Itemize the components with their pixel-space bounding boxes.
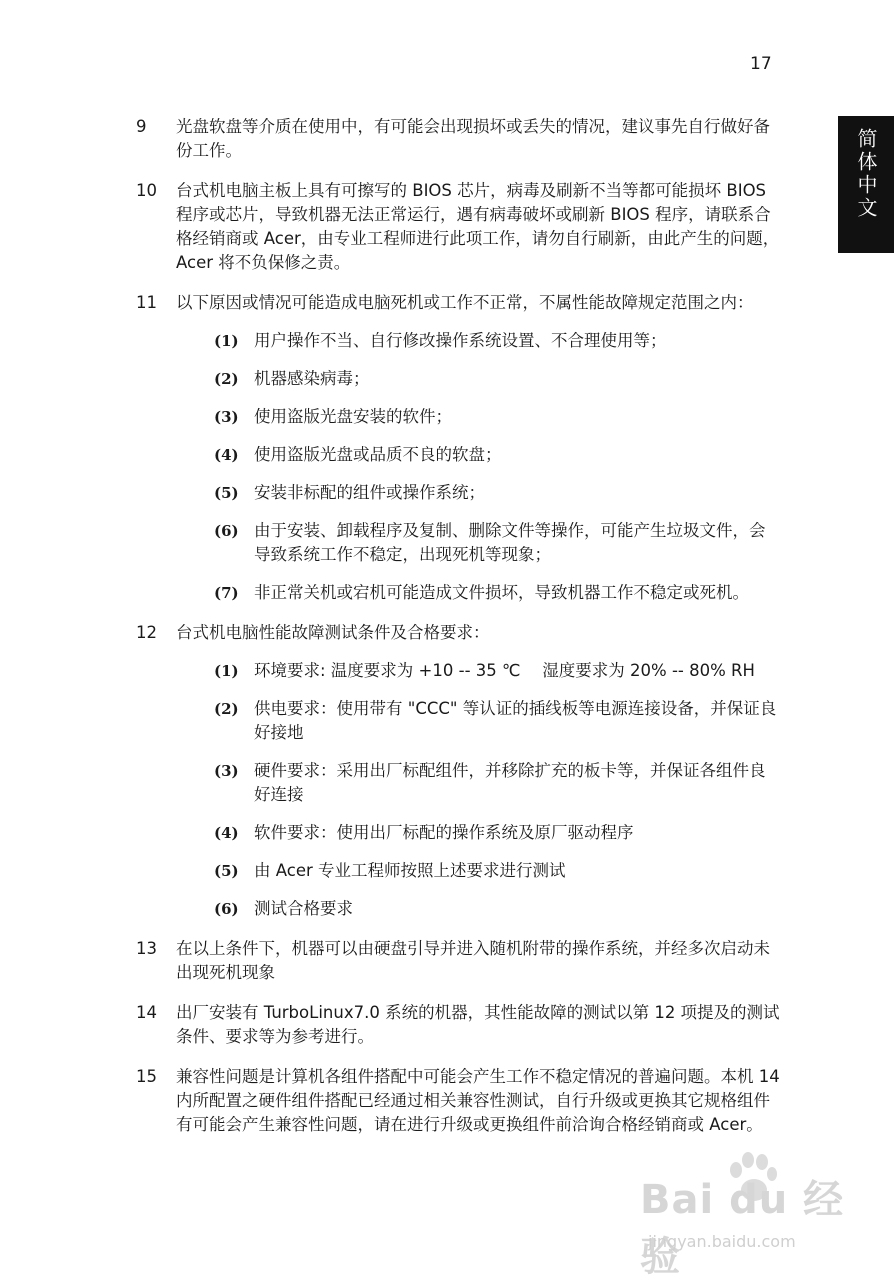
item-number: 10: [136, 181, 157, 200]
sub-item: [214, 759, 780, 807]
sub-item-number: (2): [214, 370, 239, 388]
item-text: 兼容性问题是计算机各组件搭配中可能会产生工作不稳定情况的普遍问题。本机 14 内所配置之硬件组件搭配已经通过相关兼容性测试，自行升级或更换其它规格组件有可能会产生兼容性问题，请在进行升级或更换组件前洽询合格经销商或 Acer。: [176, 1067, 780, 1134]
sub-item: [214, 519, 780, 567]
sub-item-number: (5): [214, 862, 239, 880]
sub-item-number: (3): [214, 408, 239, 426]
sub-list: [176, 659, 782, 921]
item-text: 台式机电脑性能故障测试条件及合格要求：: [176, 623, 490, 642]
sub-item: [214, 481, 780, 505]
item-text: 在以上条件下，机器可以由硬盘引导并进入随机附带的操作系统，并经多次启动未出现死机现象: [176, 939, 770, 982]
sub-item-number: (1): [214, 332, 239, 350]
sub-item: [214, 581, 780, 605]
language-tab-label: 简体中文: [854, 128, 878, 220]
item-number: 15: [136, 1067, 157, 1086]
sub-item-number: (4): [214, 824, 239, 842]
watermark-url: jingyan.baidu.com: [648, 1232, 796, 1251]
item-text: 出厂安装有 TurboLinux7.0 系统的机器，其性能故障的测试以第 12 项提及的测试条件、要求等为参考进行。: [176, 1003, 780, 1046]
sub-item-text: 使用盗版光盘安装的软件；: [254, 407, 452, 426]
sub-item-text: 软件要求：使用出厂标配的操作系统及原厂驱动程序: [254, 823, 634, 842]
list-item-11: [136, 291, 782, 605]
sub-list: [176, 329, 782, 605]
item-number: 13: [136, 939, 157, 958]
sub-item: [214, 697, 780, 745]
sub-item-text: 由 Acer 专业工程师按照上述要求进行测试: [254, 861, 566, 880]
sub-item-number: (7): [214, 584, 239, 602]
item-number: 12: [136, 623, 157, 642]
list-item-15: [136, 1065, 782, 1137]
sub-item: [214, 367, 780, 391]
sub-item: [214, 897, 780, 921]
sub-item: [214, 859, 780, 883]
page-number: 17: [750, 54, 772, 74]
sub-item-text: 用户操作不当、自行修改操作系统设置、不合理使用等；: [254, 331, 667, 350]
list-item-10: [136, 179, 782, 275]
baidu-watermark: [640, 1150, 880, 1280]
sub-item-text: 测试合格要求: [254, 899, 353, 918]
sub-item-number: (5): [214, 484, 239, 502]
sub-item-number: (2): [214, 700, 239, 718]
sub-item-text: 使用盗版光盘或品质不良的软盘；: [254, 445, 502, 464]
sub-item: [214, 659, 780, 683]
sub-item-number: (6): [214, 522, 239, 540]
item-text: 光盘软盘等介质在使用中，有可能会出现损坏或丢失的情况，建议事先自行做好备份工作。: [176, 117, 770, 160]
list-item-12: [136, 621, 782, 921]
item-number: 9: [136, 117, 147, 136]
sub-item-text: 硬件要求：采用出厂标配组件，并移除扩充的板卡等，并保证各组件良好连接: [254, 761, 766, 804]
item-number: 14: [136, 1003, 157, 1022]
sub-item-number: (3): [214, 762, 239, 780]
sub-item-text: 机器感染病毒；: [254, 369, 370, 388]
item-text: 以下原因或情况可能造成电脑死机或工作不正常，不属性能故障规定范围之内：: [176, 293, 754, 312]
sub-item: [214, 821, 780, 845]
watermark-logo: Bai du 经验: [640, 1177, 845, 1280]
sub-item-text: 供电要求：使用带有 "CCC" 等认证的插线板等电源连接设备，并保证良好接地: [254, 699, 777, 742]
item-text: 台式机电脑主板上具有可擦写的 BIOS 芯片，病毒及刷新不当等都可能损坏 BIOS 程序或芯片，导致机器无法正常运行，遇有病毒破坏或刷新 BIOS 程序，请联系合格经销商或 Acer，由专业工程师进行此项工作，请勿自行刷新，由此产生的问题， Acer 将不负保修之责。: [176, 181, 780, 272]
sub-item-number: (6): [214, 900, 239, 918]
sub-item-text: 安装非标配的组件或操作系统；: [254, 483, 485, 502]
list-item-9: [136, 115, 782, 163]
sub-item: [214, 329, 780, 353]
sub-item: [214, 405, 780, 429]
sub-item-text: 由于安装、卸载程序及复制、删除文件等操作，可能产生垃圾文件，会导致系统工作不稳定，出现死机等现象；: [254, 521, 766, 564]
list-item-14: [136, 1001, 782, 1049]
item-number: 11: [136, 293, 157, 312]
sub-item-text: 非正常关机或宕机可能造成文件损坏，导致机器工作不稳定或死机。: [254, 583, 749, 602]
sub-item-number: (4): [214, 446, 239, 464]
sub-item-text: 环境要求: 温度要求为 +10 -- 35 ℃ 湿度要求为 20% -- 80% RH: [254, 661, 755, 680]
document-body: [0, 115, 894, 1153]
list-item-13: [136, 937, 782, 985]
sub-item: [214, 443, 780, 467]
sub-item-number: (1): [214, 662, 239, 680]
